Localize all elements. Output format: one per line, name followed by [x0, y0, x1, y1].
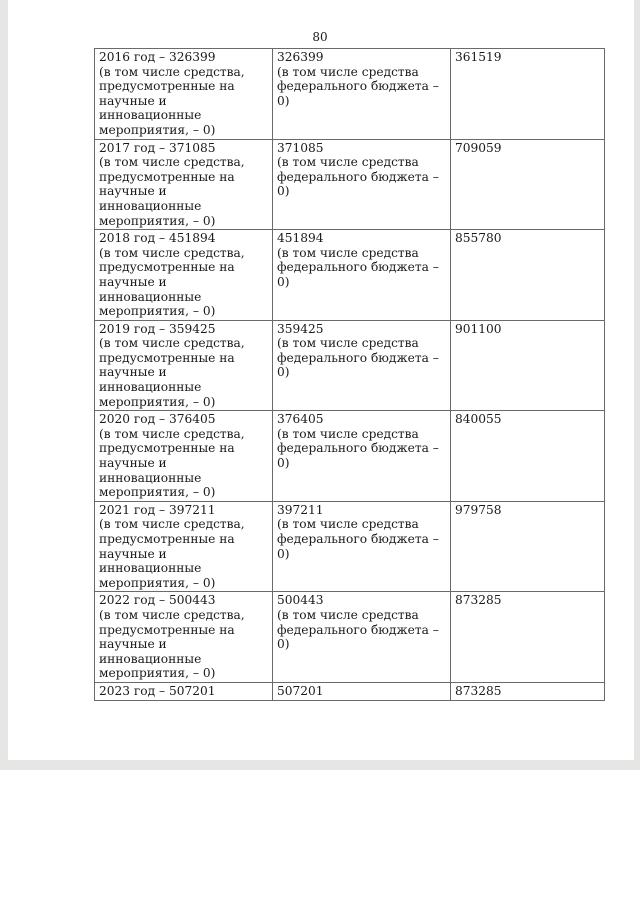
cell-text-line: мероприятия, – 0) [99, 666, 216, 681]
cell-text-line: научные и [99, 637, 167, 652]
cell-text-line: 500443 [277, 593, 324, 608]
year-total-cell [95, 411, 273, 502]
cell-text-line: (в том числе средства, [99, 64, 245, 79]
cell-text-line: (в том числе средства, [99, 155, 245, 170]
cell-text-line: 2023 год – 507201 [99, 683, 216, 698]
cell-text-line: инновационные [99, 108, 202, 123]
cell-text-line: (в том числе средства [277, 245, 419, 260]
table-row [95, 230, 605, 321]
other-value-cell: 873285 [451, 682, 605, 700]
cell-text-line: 0) [277, 93, 290, 108]
cell-text-line: предусмотренные на [99, 532, 235, 546]
year-total-cell [95, 320, 273, 411]
cell-text-line: 0) [277, 184, 290, 199]
federal-budget-cell [273, 320, 451, 411]
cell-text-line: (в том числе средства [277, 155, 419, 170]
cell-text-line: научные и [99, 365, 167, 380]
cell-text-line: мероприятия, – 0) [99, 485, 216, 500]
cell-text-line: предусмотренные на [99, 441, 235, 456]
page-number: 80 [312, 30, 328, 44]
cell-text-line: предусмотренные на [99, 350, 235, 365]
cell-text-line: 2021 год – 397211 [99, 502, 216, 517]
table-row [95, 411, 605, 502]
cell-text-line: 2019 год – 359425 [99, 321, 216, 336]
cell-text-line: 0) [277, 546, 290, 561]
federal-budget-cell [273, 592, 451, 683]
federal-budget-cell [273, 49, 451, 140]
table-row [95, 592, 605, 683]
other-value-cell: 873285 [451, 592, 605, 683]
other-value-cell: 709059 [451, 139, 605, 230]
cell-text-line: 2018 год – 451894 [99, 231, 216, 246]
table-row [95, 49, 605, 140]
funding-table [94, 48, 605, 701]
cell-text-line: федерального бюджета – [277, 622, 439, 637]
other-value-cell: 979758 [451, 501, 605, 592]
year-total-cell [95, 49, 273, 140]
cell-text-line: предусмотренные на [99, 260, 235, 275]
cell-text-line: 2022 год – 500443 [99, 593, 216, 608]
cell-text-line: федерального бюджета – [277, 169, 439, 184]
cell-text-line: 0) [277, 274, 290, 289]
cell-text-line: 507201 [277, 683, 324, 698]
other-value-cell: 855780 [451, 230, 605, 321]
cell-text-line: федерального бюджета – [277, 532, 439, 546]
cell-text-line: инновационные [99, 561, 202, 576]
cell-text-line: 0) [277, 456, 290, 471]
year-total-cell [95, 139, 273, 230]
table-row [95, 682, 605, 700]
cell-text-line: 0) [277, 637, 290, 652]
cell-text-line: мероприятия, – 0) [99, 394, 216, 409]
cell-text-line: (в том числе средства [277, 64, 419, 79]
cell-text-line: 371085 [277, 140, 324, 155]
cell-text-line: (в том числе средства [277, 426, 419, 441]
cell-text-line: предусмотренные на [99, 622, 235, 637]
cell-text-line: предусмотренные на [99, 79, 235, 94]
cell-text-line: научные и [99, 274, 167, 289]
year-total-cell [95, 501, 273, 592]
cell-text-line: инновационные [99, 289, 202, 304]
cell-text-line: (в том числе средства, [99, 426, 245, 441]
cell-text-line: научные и [99, 93, 167, 108]
cell-text-line: научные и [99, 456, 167, 471]
cell-text-line: предусмотренные на [99, 169, 235, 184]
cell-text-line: федерального бюджета – [277, 441, 439, 456]
cell-text-line: (в том числе средства, [99, 607, 245, 622]
year-total-cell [95, 230, 273, 321]
other-value-cell: 361519 [451, 49, 605, 140]
cell-text-line: мероприятия, – 0) [99, 122, 216, 137]
cell-text-line: научные и [99, 546, 167, 561]
cell-text-line: мероприятия, – 0) [99, 304, 216, 319]
cell-text-line: 359425 [277, 321, 324, 336]
year-total-cell [95, 592, 273, 683]
cell-text-line: 2020 год – 376405 [99, 412, 216, 427]
cell-text-line: научные и [99, 184, 167, 199]
cell-text-line: 326399 [277, 50, 324, 64]
cell-text-line: 451894 [277, 231, 324, 246]
cell-text-line: (в том числе средства, [99, 336, 245, 351]
cell-text-line: федерального бюджета – [277, 260, 439, 275]
cell-text-line: инновационные [99, 198, 202, 213]
federal-budget-cell [273, 682, 451, 700]
cell-text-line: (в том числе средства [277, 517, 419, 532]
cell-text-line: 2017 год – 371085 [99, 140, 216, 155]
cell-text-line: 376405 [277, 412, 324, 427]
cell-text-line: федерального бюджета – [277, 350, 439, 365]
cell-text-line: (в том числе средства [277, 607, 419, 622]
cell-text-line: (в том числе средства, [99, 517, 245, 532]
other-value-cell: 840055 [451, 411, 605, 502]
cell-text-line: мероприятия, – 0) [99, 575, 216, 590]
cell-text-line: 0) [277, 365, 290, 380]
table-row [95, 139, 605, 230]
cell-text-line: инновационные [99, 380, 202, 395]
cell-text-line: инновационные [99, 651, 202, 666]
federal-budget-cell [273, 501, 451, 592]
cell-text-line: (в том числе средства, [99, 245, 245, 260]
table-row [95, 501, 605, 592]
other-value-cell: 901100 [451, 320, 605, 411]
federal-budget-cell [273, 139, 451, 230]
table-row [95, 320, 605, 411]
federal-budget-cell [273, 230, 451, 321]
year-total-cell [95, 682, 273, 700]
cell-text-line: федерального бюджета – [277, 79, 439, 94]
cell-text-line: инновационные [99, 470, 202, 485]
cell-text-line: 2016 год – 326399 [99, 50, 216, 64]
cell-text-line: 397211 [277, 502, 324, 517]
cell-text-line: мероприятия, – 0) [99, 213, 216, 228]
federal-budget-cell [273, 411, 451, 502]
cell-text-line: (в том числе средства [277, 336, 419, 351]
